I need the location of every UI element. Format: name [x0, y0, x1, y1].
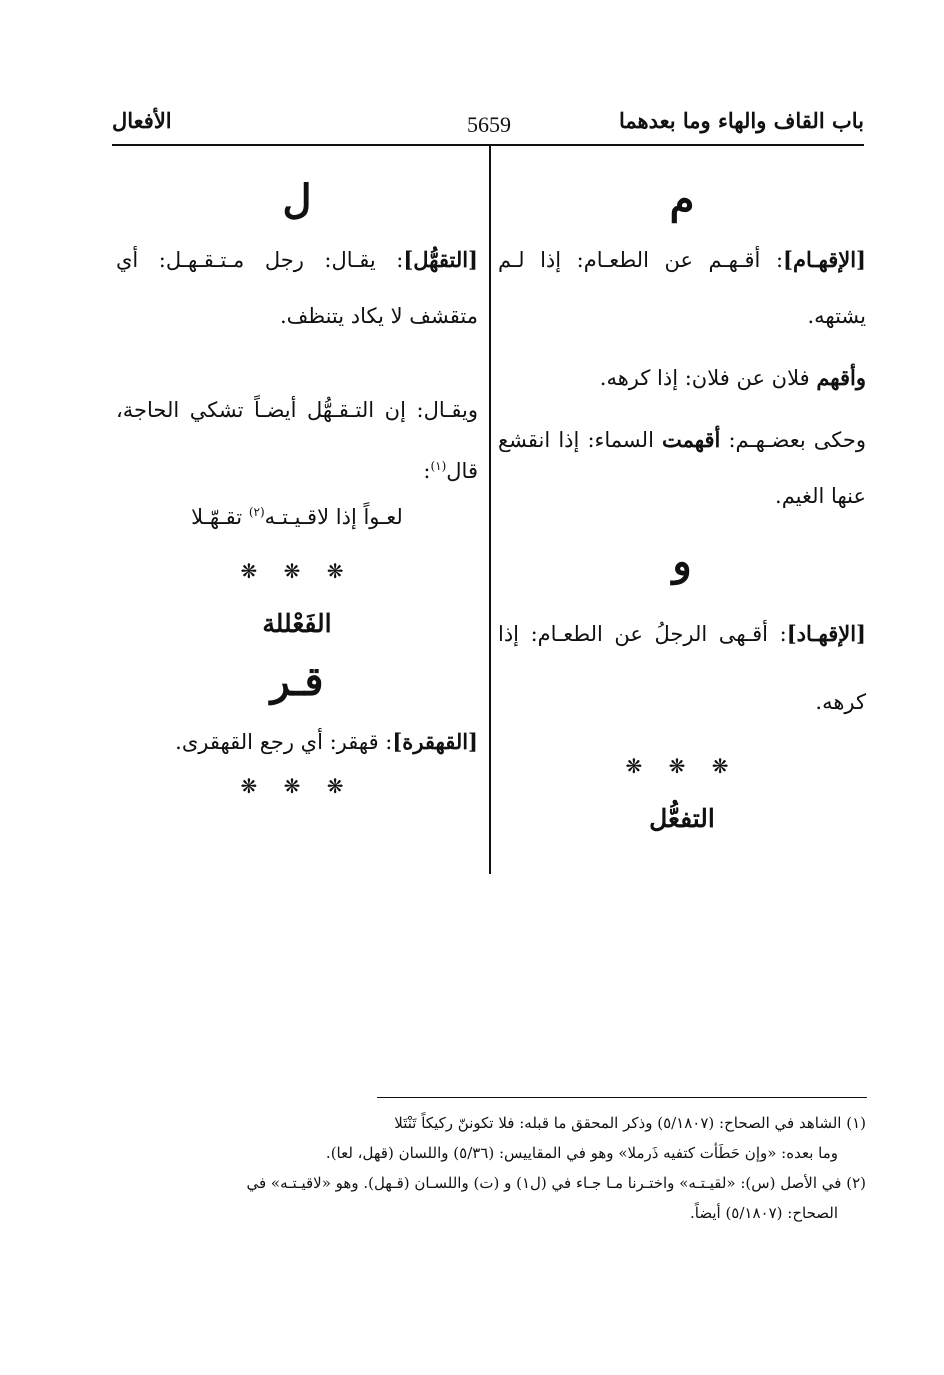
page-header: [112, 108, 864, 142]
chapter-title: باب القاف والهاء وما بعدهما: [618, 108, 864, 133]
separator-stars: ❋ ❋ ❋: [625, 754, 739, 778]
entry-text: السماء: إذا انقشع عنها الغيم.: [498, 428, 866, 508]
footnote-2-line: (٢) في الأصل (س): «لقيـتـه» واختـرنا مـا جـاء في (ل١) و (ت) واللسـان (قـهل). وهو «لاقيـتـه» في: [246, 1174, 866, 1192]
footnote-1-line: وما بعده: «وإن حَطَأت كتفيه ذَرملا» وهو في المقاييس: (٥/٣٦) واللسان (قهل، لعا).: [325, 1144, 838, 1162]
verse-text: تقـهّـلا: [191, 505, 249, 529]
page-number: 5659: [467, 112, 511, 137]
entry-text: : أقـهـم عن الطعـام: إذا لـم يشتهه.: [498, 248, 866, 328]
entry-text: : قهقر: أي رجع القهقرى.: [175, 730, 393, 754]
entry-text: : أقـهى الرجلُ عن الطعـام: إذا كرهه.: [498, 622, 866, 714]
entry-term: [الإقهـام]: [783, 247, 866, 272]
entry-taqahhul-2: [116, 382, 478, 499]
entry-term: وأقهم: [816, 365, 866, 390]
section-title: الأفعال: [112, 108, 172, 133]
entry-text: فلان عن فلان: إذا كرهه.: [599, 366, 817, 390]
footnote-1-line: (١) الشاهد في الصحاح: (٥/١٨٠٧) وذكر المحقق ما قبله: فلا تكوننّ ركيكاً تَنْتَلا: [394, 1114, 866, 1132]
entry-term: [الإقهـاد]: [786, 621, 866, 646]
entry-iqhad: [498, 600, 866, 736]
entry-aqhamat: [498, 412, 866, 524]
footnote-ref: (١): [430, 459, 447, 473]
entry-qahqara: [116, 714, 478, 770]
column-divider: [489, 146, 491, 874]
section-heading: الفَعْللة: [262, 609, 332, 638]
entry-text: :: [423, 459, 431, 483]
footnote-2-line: الصحاح: (٥/١٨٠٧) أيضاً.: [689, 1204, 838, 1222]
letter-heading-lam: ل: [282, 176, 312, 223]
footnote-rule: [377, 1097, 867, 1098]
entry-term: أقهمت: [662, 427, 721, 452]
left-column: [116, 176, 478, 798]
entry-iqham: [498, 232, 866, 344]
root-heading: قـر: [270, 658, 324, 705]
separator-stars: ❋ ❋ ❋: [240, 774, 354, 798]
entry-text: ويقـال: إن التـقـهُّل أيضـاً تشكي الحاجة، قال: [116, 398, 478, 483]
header-rule: [112, 144, 864, 146]
letter-heading-waw: و: [672, 538, 692, 585]
poetry-verse: [116, 505, 478, 529]
footnotes: [114, 1108, 866, 1228]
verse-text: لعـواً إذا لاقـيـتـه: [264, 505, 403, 529]
entry-text: وحكى بعضـهـم:: [720, 428, 867, 452]
entry-text: : يقـال: رجل مـتـقـهـل: أي متقشف لا يكاد يتنظف.: [116, 248, 478, 328]
entry-aqham: [498, 350, 866, 406]
entry-term: [التقهُّل]: [403, 247, 478, 272]
right-column: [498, 176, 867, 833]
footnote-ref: (٢): [248, 505, 265, 519]
separator-stars: ❋ ❋ ❋: [240, 559, 354, 583]
section-heading: التفعُّل: [649, 804, 715, 833]
letter-heading-mim: م: [669, 176, 695, 223]
entry-term: [القهقرة]: [392, 729, 478, 754]
entry-taqahhul: [116, 232, 478, 344]
